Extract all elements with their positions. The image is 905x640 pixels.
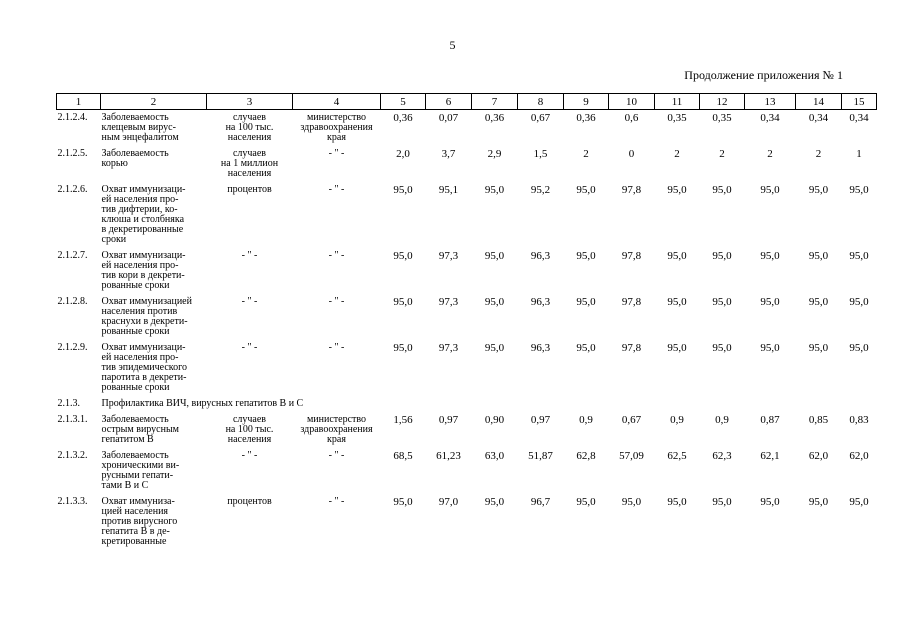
indicator-name (101, 343, 207, 399)
cell-line: клюша и столбняка (101, 214, 185, 225)
cell-line: - " - (241, 250, 258, 261)
table-row (57, 343, 877, 399)
value-cell: 97,0 (438, 496, 459, 508)
value-cell: 97,8 (621, 296, 642, 308)
cell-line: Заболеваемость (101, 414, 169, 425)
cell-line: - " - (328, 184, 345, 195)
value-cell: 95,0 (484, 296, 505, 308)
value-cell: 61,23 (436, 450, 461, 462)
value-cell: 3,7 (441, 148, 456, 160)
cell-line: края (327, 132, 346, 143)
cell-line: тами В и С (101, 480, 149, 491)
cell-line: случаев (232, 148, 267, 159)
value-cell: 95,0 (808, 296, 829, 308)
table-row (57, 251, 877, 297)
cell-line: - " - (328, 496, 345, 507)
cell-line: - " - (328, 450, 345, 461)
value-cell: 0,67 (621, 414, 642, 426)
value-cell: 63,0 (484, 450, 505, 462)
value-cell: 0,9 (579, 414, 593, 426)
value-cell: 2 (719, 148, 725, 160)
cell-line: ным энцефалитом (101, 132, 179, 143)
value-cell: 95,0 (712, 184, 732, 196)
value-cell: 95,0 (393, 496, 413, 508)
value-cell: 95,1 (438, 184, 459, 196)
value-cell: 95,0 (760, 184, 780, 196)
cell-line: процентов (227, 496, 272, 507)
table-body (57, 110, 877, 554)
value-cell: 97,3 (438, 342, 459, 354)
value-cell: 1,56 (393, 414, 413, 426)
cell-line: кретированные (101, 536, 167, 547)
value-cell: 95,0 (760, 296, 780, 308)
cell-line: паротита в декрети- (101, 372, 187, 383)
indicator-name (101, 451, 207, 497)
indicators-table (56, 93, 877, 553)
value-cell: 95,0 (576, 342, 596, 354)
value-cell: 0,34 (849, 112, 869, 124)
value-cell: 95,0 (760, 496, 780, 508)
value-cell: 95,0 (712, 496, 732, 508)
column-header-15: 15 (842, 94, 877, 110)
value-cell: 68,5 (393, 450, 413, 462)
value-cell: 0,6 (624, 112, 639, 124)
column-header-14: 14 (796, 94, 842, 110)
value-cell: 95,0 (667, 496, 687, 508)
cell-line: рованные сроки (101, 280, 170, 291)
table-row (57, 415, 877, 451)
value-cell: 95,0 (808, 184, 829, 196)
value-cell: 95,0 (576, 296, 596, 308)
responsible-body (293, 149, 381, 185)
cell-line: министерство (306, 414, 367, 425)
column-header-12: 12 (700, 94, 745, 110)
cell-line: - " - (241, 450, 258, 461)
value-cell: 0,36 (393, 112, 413, 124)
cell-line: Охват иммунизацией (101, 296, 192, 307)
value-cell: 96,3 (530, 296, 551, 308)
value-cell: 2,0 (396, 148, 410, 160)
column-header-11: 11 (655, 94, 700, 110)
value-cell: 95,0 (667, 342, 687, 354)
cell-line: края (327, 434, 346, 445)
cell-line: цией населения (101, 506, 169, 517)
value-cell: 95,0 (712, 296, 732, 308)
value-cell: 95,0 (760, 342, 780, 354)
unit-of-measure (207, 343, 293, 399)
column-header-3: 3 (207, 94, 293, 110)
cell-line: острым вирусным (101, 424, 180, 435)
column-header-13: 13 (745, 94, 796, 110)
unit-of-measure (207, 185, 293, 251)
row-code: 2.1.2.7. (57, 250, 88, 261)
column-header-9: 9 (564, 94, 609, 110)
value-cell: 95,0 (849, 184, 869, 196)
value-cell: 95,0 (484, 496, 505, 508)
value-cell: 95,0 (576, 184, 596, 196)
cell-line: здравоохранения (300, 122, 373, 133)
value-cell: 97,8 (621, 250, 642, 262)
table-row (57, 149, 877, 185)
cell-line: населения против (101, 306, 178, 317)
value-cell: 0 (628, 148, 635, 160)
value-cell: 95,0 (849, 342, 869, 354)
value-cell: 95,0 (712, 250, 732, 262)
cell-line: на 100 тыс. (225, 424, 274, 435)
value-cell: 95,0 (484, 342, 505, 354)
unit-of-measure (207, 110, 293, 150)
row-code: 2.1.2.6. (57, 184, 88, 195)
value-cell: 95,0 (393, 250, 413, 262)
cell-line: гепатита В в де- (101, 526, 170, 537)
page-number: 5 (449, 38, 456, 52)
value-cell: 96,3 (530, 342, 551, 354)
indicator-name (101, 110, 207, 150)
value-cell: 95,0 (808, 496, 829, 508)
value-cell: 0,97 (530, 414, 551, 426)
cell-line: ей населения про- (101, 352, 179, 363)
cell-line: - " - (241, 296, 258, 307)
cell-line: рованные сроки (101, 326, 170, 337)
cell-line: клещевым вирус- (101, 122, 176, 133)
value-cell: 95,0 (576, 496, 596, 508)
unit-of-measure (207, 297, 293, 343)
indicator-name (101, 149, 207, 185)
value-cell: 95,0 (808, 342, 829, 354)
table-header-row (57, 94, 877, 110)
value-cell: 95,0 (484, 184, 505, 196)
column-header-4: 4 (293, 94, 381, 110)
table-row (57, 297, 877, 343)
value-cell: 0,34 (808, 112, 829, 124)
value-cell: 95,0 (621, 496, 642, 508)
cell-line: Заболеваемость (101, 148, 169, 159)
unit-of-measure (207, 251, 293, 297)
cell-line: хроническими ви- (101, 460, 180, 471)
cell-line: процентов (227, 184, 272, 195)
value-cell: 95,0 (393, 184, 413, 196)
value-cell: 95,0 (576, 250, 596, 262)
value-cell: 0,35 (667, 112, 687, 124)
table-row (57, 451, 877, 497)
value-cell: 95,2 (530, 184, 551, 196)
value-cell: 0,67 (530, 112, 551, 124)
responsible-body (293, 343, 381, 399)
cell-line: гепатитом В (101, 434, 154, 445)
cell-line: тив эпидемического (101, 362, 188, 373)
value-cell: 0,35 (712, 112, 732, 124)
table-row (57, 110, 877, 150)
indicator-name (101, 497, 207, 553)
indicator-name (101, 297, 207, 343)
cell-line: - " - (241, 342, 258, 353)
value-cell: 95,0 (393, 342, 413, 354)
cell-line: случаев (232, 414, 267, 425)
value-cell: 51,87 (528, 450, 553, 462)
value-cell: 62,1 (760, 450, 780, 462)
value-cell: 0,83 (849, 414, 869, 426)
value-cell: 0,97 (438, 414, 459, 426)
value-cell: 97,8 (621, 342, 642, 354)
row-code: 2.1.2.8. (57, 296, 88, 307)
value-cell: 97,8 (621, 184, 642, 196)
unit-of-measure (207, 415, 293, 451)
column-header-5: 5 (381, 94, 426, 110)
value-cell: 0,9 (715, 414, 729, 426)
value-cell: 2 (767, 148, 773, 160)
cell-line: корью (101, 158, 128, 169)
cell-line: - " - (328, 296, 345, 307)
value-cell: 1,5 (533, 148, 548, 160)
indicator-name (101, 185, 207, 251)
row-code: 2.1.2.5. (57, 148, 88, 159)
cell-line: Охват иммунизаци- (101, 250, 186, 261)
responsible-body (293, 251, 381, 297)
value-cell: 95,0 (712, 342, 732, 354)
row-code: 2.1.3.1. (57, 414, 88, 425)
cell-line: рованные сроки (101, 382, 170, 393)
cell-line: на 1 миллион (220, 158, 279, 169)
unit-of-measure (207, 451, 293, 497)
cell-line: Заболеваемость (101, 112, 169, 123)
responsible-body (293, 110, 381, 150)
cell-line: министерство (306, 112, 367, 123)
value-cell: 0,07 (438, 112, 459, 124)
value-cell: 95,0 (760, 250, 780, 262)
cell-line: населения (227, 434, 272, 445)
cell-line: краснухи в декрети- (101, 316, 188, 327)
value-cell: 62,5 (667, 450, 687, 462)
row-code: 2.1.2.4. (57, 112, 88, 123)
value-cell: 2 (583, 148, 589, 160)
table-row (57, 497, 877, 553)
value-cell: 62,8 (576, 450, 596, 462)
value-cell: 0,36 (576, 112, 596, 124)
value-cell: 97,3 (438, 296, 459, 308)
value-cell: 95,0 (849, 296, 869, 308)
cell-line: населения (227, 168, 272, 179)
responsible-body (293, 451, 381, 497)
value-cell: 62,0 (808, 450, 829, 462)
cell-line: населения (227, 132, 272, 143)
indicator-name (101, 415, 207, 451)
cell-line: - " - (328, 342, 345, 353)
section-title: Профилактика ВИЧ, вирусных гепатитов В и С (101, 398, 304, 409)
unit-of-measure (207, 497, 293, 553)
value-cell: 95,0 (849, 496, 869, 508)
column-header-2: 2 (101, 94, 207, 110)
cell-line: тив дифтерии, ко- (101, 204, 178, 215)
value-cell: 0,85 (808, 414, 829, 426)
row-code: 2.1.3.2. (57, 450, 88, 461)
value-cell: 96,7 (530, 496, 551, 508)
column-header-7: 7 (472, 94, 518, 110)
value-cell: 0,34 (760, 112, 780, 124)
responsible-body (293, 497, 381, 553)
value-cell: 62,3 (712, 450, 732, 462)
column-header-10: 10 (609, 94, 655, 110)
indicator-name (101, 251, 207, 297)
value-cell: 95,0 (667, 184, 687, 196)
cell-line: Охват иммуниза- (101, 496, 175, 507)
section-row (57, 399, 877, 415)
value-cell: 96,3 (530, 250, 551, 262)
cell-line: сроки (101, 234, 127, 245)
cell-line: ей населения про- (101, 260, 179, 271)
value-cell: 62,0 (849, 450, 869, 462)
value-cell: 95,0 (667, 296, 687, 308)
cell-line: русными гепати- (101, 470, 174, 481)
unit-of-measure (207, 149, 293, 185)
cell-line: тив кори в декрети- (101, 270, 185, 281)
cell-line: Охват иммунизаци- (101, 184, 186, 195)
value-cell: 0,36 (484, 112, 505, 124)
value-cell: 95,0 (808, 250, 829, 262)
value-cell: 95,0 (667, 250, 687, 262)
responsible-body (293, 185, 381, 251)
row-code: 2.1.3. (57, 398, 80, 409)
value-cell: 2 (674, 148, 680, 160)
cell-line: случаев (232, 112, 267, 123)
cell-line: ей населения про- (101, 194, 179, 205)
cell-line: на 100 тыс. (225, 122, 274, 133)
column-header-8: 8 (518, 94, 564, 110)
column-header-1: 1 (57, 94, 101, 110)
cell-line: Охват иммунизаци- (101, 342, 186, 353)
value-cell: 2 (815, 148, 822, 160)
cell-line: в декретированные (101, 224, 184, 235)
table-row (57, 185, 877, 251)
responsible-body (293, 297, 381, 343)
value-cell: 0,90 (484, 414, 505, 426)
value-cell: 1 (856, 148, 862, 160)
value-cell: 0,9 (670, 414, 684, 426)
cell-line: Заболеваемость (101, 450, 169, 461)
cell-line: против вирусного (101, 516, 178, 527)
value-cell: 95,0 (484, 250, 505, 262)
value-cell: 95,0 (849, 250, 869, 262)
value-cell: 97,3 (438, 250, 459, 262)
column-header-6: 6 (426, 94, 472, 110)
row-code: 2.1.2.9. (57, 342, 88, 353)
value-cell: 57,09 (619, 450, 644, 462)
cell-line: здравоохранения (300, 424, 373, 435)
responsible-body (293, 415, 381, 451)
value-cell: 2,9 (487, 148, 502, 160)
continuation-heading: Продолжение приложения № 1 (684, 68, 843, 82)
cell-line: - " - (328, 148, 345, 159)
value-cell: 0,87 (760, 414, 780, 426)
row-code: 2.1.3.3. (57, 496, 88, 507)
value-cell: 95,0 (393, 296, 413, 308)
cell-line: - " - (328, 250, 345, 261)
